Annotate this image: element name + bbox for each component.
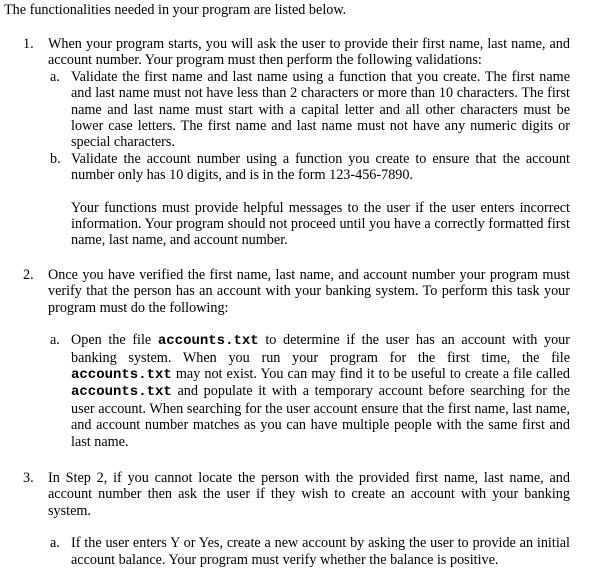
sub-item-2a-text-4: and populate it with a temporary account before searching for the user account. When searching for the user account ensure that the first name, last name, and account number matches as you can have multiple people with the same first and last name. [71, 383, 570, 450]
filename-code: accounts.txt [71, 384, 172, 401]
item-number: 1. [23, 36, 34, 52]
sub-item-2a [50, 332, 571, 450]
sub-item-2a-text-1: Open the file [71, 332, 158, 349]
sub-item-letter: a. [50, 68, 60, 85]
item-3-text: In Step 2, if you cannot locate the person with the provided first name, last name, and account number then ask the user if they wish to create an account with your banking system. [48, 470, 570, 519]
item-number: 3. [23, 470, 34, 486]
sub-item-letter: a. [50, 535, 60, 552]
item-number: 2. [23, 267, 34, 283]
sub-item-2a-text-2: to determine if the user has an account with your banking system. When you run your program for the first time, the file [71, 332, 571, 366]
sub-item-2a-text-3: may not exist. You can may find it to be useful to create a file called [171, 366, 570, 383]
sub-item-1a-text: Validate the first name and last name using a function that you create. The first name and last name must not have less than 2 characters or more than 10 characters. The first name and last name must start with a capital letter and all other characters must be lower case letters. The first name and last name must not have any numeric digits or special characters. [71, 68, 570, 151]
sub-item-3a-text: If the user enters Y or Yes, create a new account by asking the user to provide an initial account balance. Your program must verify whether the balance is positive. [71, 535, 570, 568]
list-item-1 [23, 36, 570, 249]
item-1-note: Your functions must provide helpful messages to the user if the user enters incorrect information. Your program should not proceed until you have a correctly formatted first name, last name, and account number. [71, 199, 570, 249]
item-1-text: When your program starts, you will ask the user to provide their first name, last name, and account number. Your program must then perform the following validations: [48, 36, 570, 69]
list-item-2 [23, 267, 570, 450]
sub-item-1b-text: Validate the account number using a function you create to ensure that the account number only has 10 digits, and is in the form 123-456-7890. [71, 150, 570, 184]
item-2-text: Once you have verified the first name, last name, and account number your program must verify that the person has an account with your banking system. To perform this task your program must do the following: [48, 267, 570, 316]
sub-item-3a [50, 535, 570, 568]
sub-item-1b [50, 150, 570, 184]
sub-item-letter: b. [50, 150, 61, 167]
list-item-3 [23, 470, 570, 568]
filename-code: accounts.txt [157, 333, 259, 350]
sub-item-1a [50, 68, 570, 151]
sub-item-letter: a. [50, 332, 60, 349]
intro-text: The functionalities needed in your program are listed below. [4, 2, 347, 18]
filename-code: accounts.txt [71, 367, 172, 384]
